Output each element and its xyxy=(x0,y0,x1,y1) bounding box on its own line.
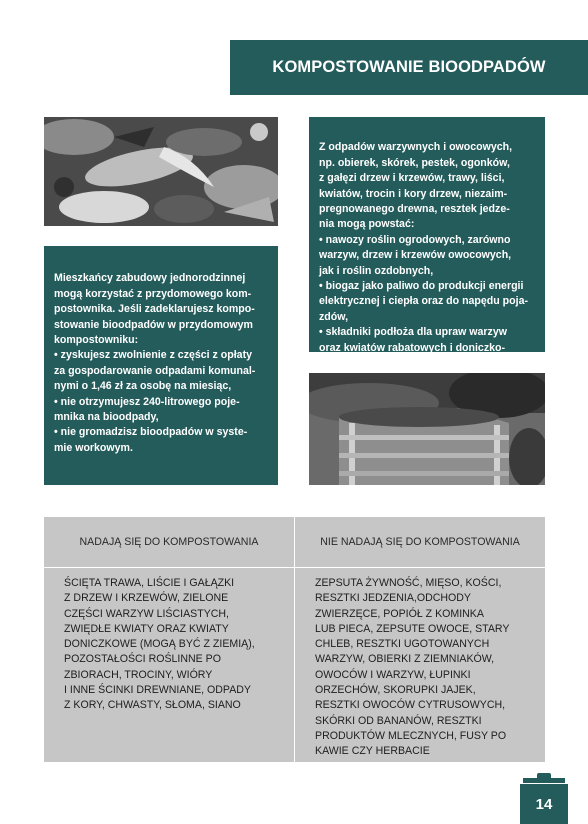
suitable-items: ŚCIĘTA TRAWA, LIŚCIE I GAŁĄZKI Z DRZEW I KRZEWÓW, ZIELONE CZĘŚCI WARZYW LIŚCIASTYCH, ZWIĘDŁE KWIATY ORAZ KWIATY DONICZKOWE (MOGĄ BYĆ Z ZIEMIĄ), POZOSTAŁOŚCI ROŚLINNE PO ZBIORACH, TROCINY, WIÓRY I INNE ŚCINKI DREWNIANE, ODPADY Z KORY, CHWASTY, SŁOMA, SIANO xyxy=(64,577,255,712)
compost-products-box xyxy=(309,117,545,370)
page-number: 14 xyxy=(535,795,553,813)
compostable-table xyxy=(44,517,545,762)
home-composting-text: Mieszkańcy zabudowy jednorodzinnej mogą korzystać z przydomowego kom- postownika. Jeśli zadeklarujesz kompo- stowanie bioodpadów w przydomowym kompostowniku: • zyskujesz zwolnienie z części z opłaty za gospodarowanie odpadami komunal- nymi o 1,46 zł za osobę na miesiąc, • nie otrzymujesz 240-litrowego poje- mnika na bioodpady, • nie gromadzisz bioodpadów w syste- mie workowym. xyxy=(54,272,256,454)
suitable-column xyxy=(44,517,294,762)
unsuitable-header: NIE NADAJĄ SIĘ DO KOMPOSTOWANIA xyxy=(295,517,545,568)
unsuitable-column xyxy=(294,517,545,762)
compost-bin-photo xyxy=(309,373,545,485)
trash-bin-icon xyxy=(520,768,568,824)
page-title-banner xyxy=(230,40,588,95)
suitable-header: NADAJĄ SIĘ DO KOMPOSTOWANIA xyxy=(44,517,294,568)
home-composting-box xyxy=(44,246,278,485)
page-title: KOMPOSTOWANIE BIOODPADÓW xyxy=(272,58,546,76)
compost-products-text: Z odpadów warzywnych i owocowych, np. obierek, skórek, pestek, ogonków, z gałęzi drzew i krzewów, trawy, liści, kwiatów, trocin i kory drzew, niezaim- pregnowanego drewna, resztek jedze- nia mogą powstać: • nawozy roślin ogrodowych, zarówno warzyw, drzew i krzewów owocowych, jak i roślin ozdobnych, • biogaz jako paliwo do produkcji energii elektrycznej i ciepła oraz do napędu poja- zdów, • składniki podłoża dla upraw warzyw oraz kwiatów rabatowych i doniczko- wych. xyxy=(319,141,528,370)
unsuitable-items: ZEPSUTA ŻYWNOŚĆ, MIĘSO, KOŚCI, RESZTKI JEDZENIA,ODCHODY ZWIERZĘCE, POPIÓŁ Z KOMINKA LUB PIECA, ZEPSUTE OWOCE, STARY CHLEB, RESZTKI UGOTOWANYCH WARZYW, OBIERKI Z ZIEMNIAKÓW, OWOCÓW I WARZYW, ŁUPINKI ORZECHÓW, SKORUPKI JAJEK, RESZTKI OWOCÓW CYTRUSOWYCH, SKÓRKI OD BANANÓW, RESZTKI PRODUKTÓW MLECZNYCH, FUSY PO KAWIE CZY HERBACIE xyxy=(315,577,510,758)
food-scraps-photo xyxy=(44,117,278,226)
